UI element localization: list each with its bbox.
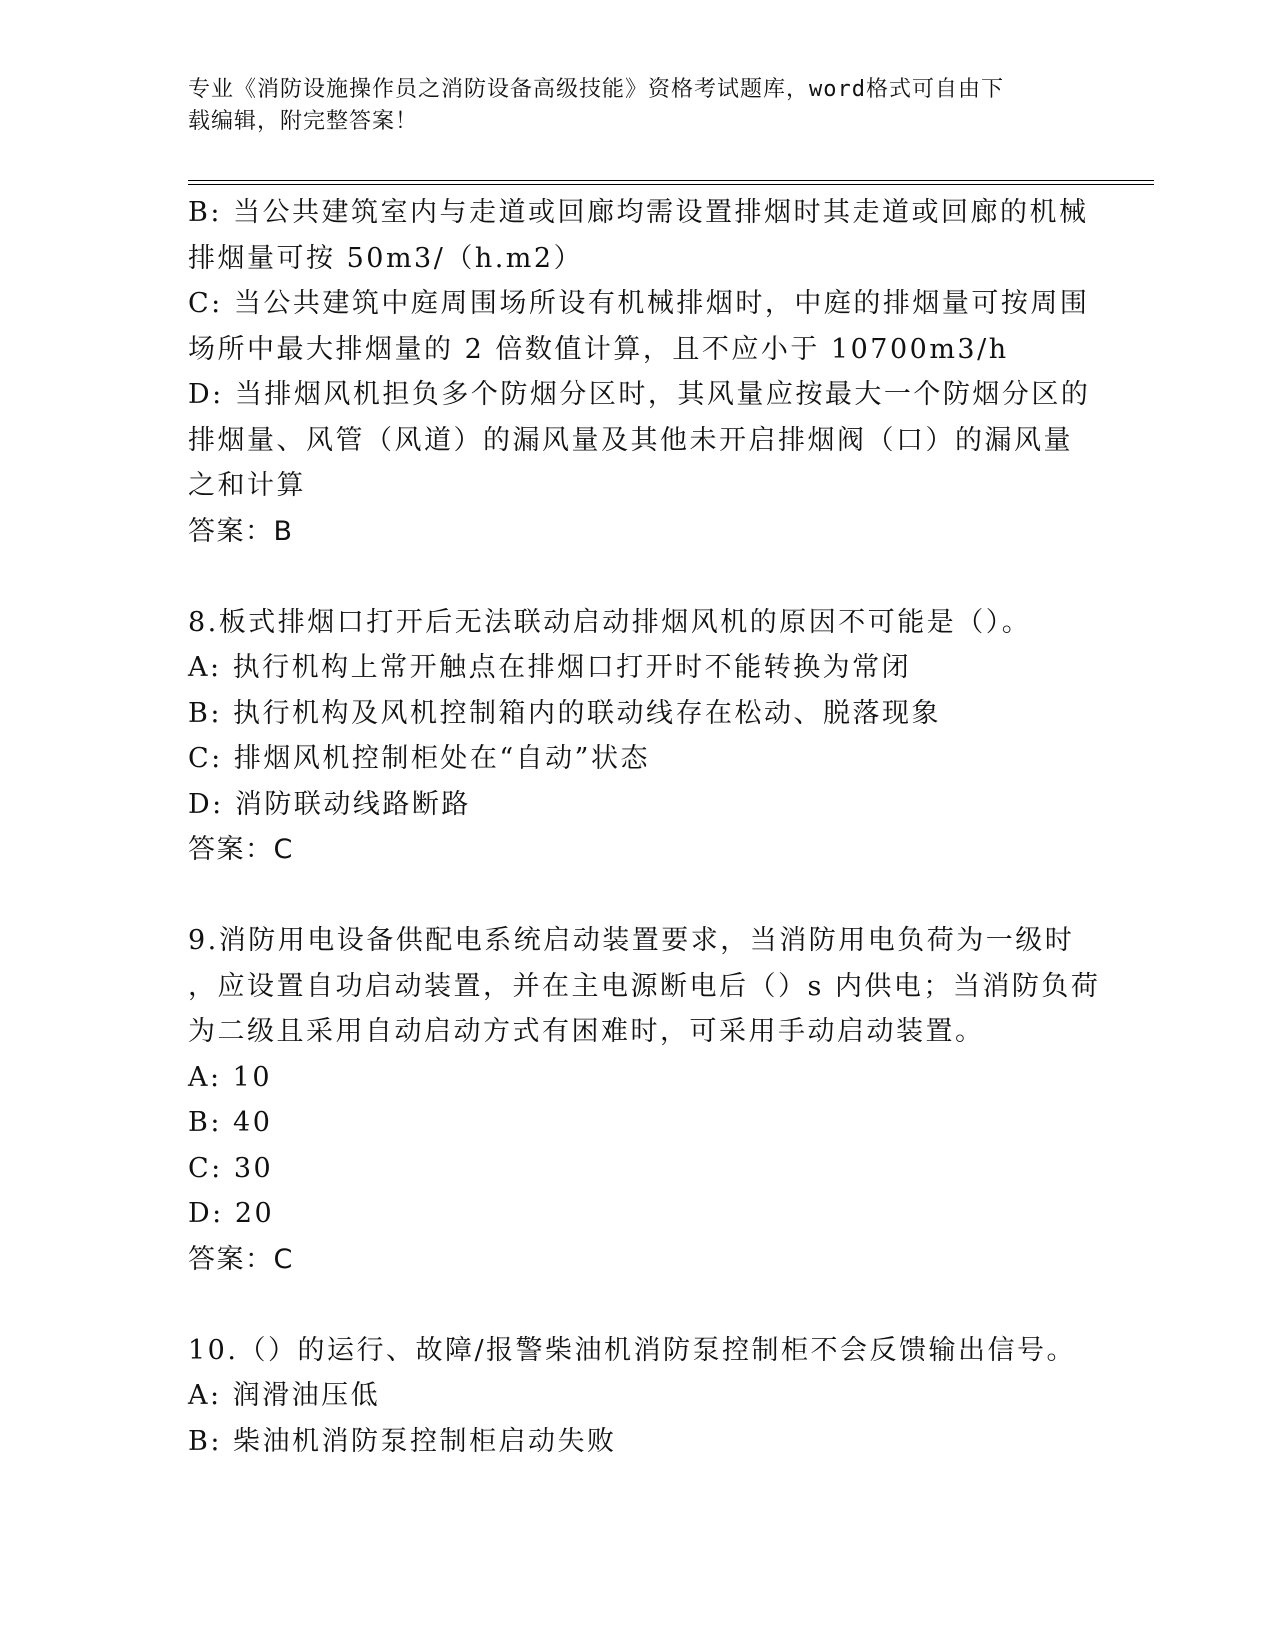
answer-line: 答案：C: [188, 1243, 294, 1275]
option-a: A: 执行机构上常开触点在排烟口打开时不能转换为常闭: [188, 652, 912, 683]
option-line: B: 当公共建筑室内与走道或回廊均需设置排烟时其走道或回廊的机械: [188, 197, 1089, 228]
header-line-1: 专业《消防设施操作员之消防设备高级技能》资格考试题库，word格式可自由下: [188, 77, 1004, 102]
question-8: [188, 600, 1108, 873]
spacer: [188, 1282, 1108, 1328]
question-7-continued: [188, 190, 1108, 554]
header-divider-top: [188, 180, 1154, 181]
option-c: C: 30: [188, 1152, 274, 1184]
document-header: [188, 74, 1068, 138]
question-text: 为二级且采用自动启动方式有困难时，可采用手动启动装置。: [188, 1016, 985, 1047]
option-a: A: 润滑油压低: [188, 1380, 381, 1411]
option-b: B: 执行机构及风机控制箱内的联动线存在松动、脱落现象: [188, 697, 942, 729]
option-line: 排烟量可按 50m3/（h.m2）: [188, 242, 584, 274]
question-10: [188, 1328, 1108, 1465]
answer-line: 答案：B: [188, 515, 294, 547]
option-line: D: 当排烟风机担负多个防烟分区时，其风量应按最大一个防烟分区的: [188, 379, 1091, 410]
header-divider-bottom: [188, 184, 1154, 185]
answer-line: 答案：C: [188, 834, 294, 865]
option-d: D: 20: [188, 1198, 275, 1229]
option-line: 场所中最大排烟量的 2 倍数值计算，且不应小于 10700m3/h: [188, 333, 1009, 365]
header-line-2: 载编辑，附完整答案！: [188, 109, 419, 134]
question-9: [188, 918, 1108, 1282]
option-c: C: 排烟风机控制柜处在“自动”状态: [188, 743, 650, 774]
spacer: [188, 554, 1108, 600]
question-text: 10.（）的运行、故障/报警柴油机消防泵控制柜不会反馈输出信号。: [188, 1334, 1077, 1366]
option-b: B: 柴油机消防泵控制柜启动失败: [188, 1425, 617, 1457]
option-d: D: 消防联动线路断路: [188, 788, 471, 820]
question-text: 8.板式排烟口打开后无法联动启动排烟风机的原因不可能是（）。: [188, 606, 1032, 638]
option-line: 排烟量、风管（风道）的漏风量及其他未开启排烟阀（口）的漏风量: [188, 424, 1073, 456]
option-a: A: 10: [188, 1061, 273, 1093]
question-content: [188, 190, 1108, 1464]
option-line: 之和计算: [188, 470, 306, 501]
option-line: C: 当公共建筑中庭周围场所设有机械排烟时，中庭的排烟量可按周围: [188, 288, 1090, 319]
spacer: [188, 873, 1108, 919]
option-b: B: 40: [188, 1107, 273, 1138]
question-text: ，应设置自功启动装置，并在主电源断电后（）s 内供电；当消防负荷: [188, 970, 1101, 1002]
question-text: 9.消防用电设备供配电系统启动装置要求，当消防用电负荷为一级时: [188, 925, 1075, 956]
